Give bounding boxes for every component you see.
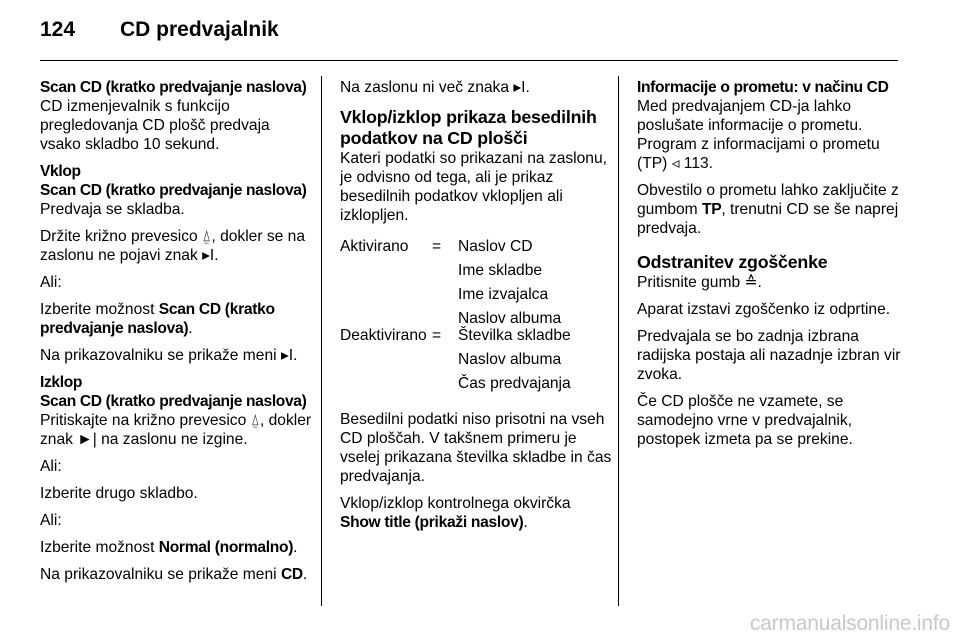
tp-button-label: TP [702, 201, 722, 218]
traffic-block [637, 78, 909, 173]
last-source-text: Predvajala se bo zadnja izbrana radijska postaja ali nazadnje izbran vir zvoka. [637, 328, 901, 383]
select-normal-pre: Izberite možnost [40, 539, 159, 556]
table-value: Številka skladbe [458, 327, 571, 344]
table-equals: = [432, 327, 442, 344]
traffic-text: Med predvajanjem CD-ja lahko poslušate informacije o prometu. Program z informacijami o prometu (TP) ◃ 113. [637, 98, 880, 172]
off-block [40, 373, 312, 449]
menu-cd-post: . [302, 566, 308, 583]
menu-cd-option: CD [280, 566, 303, 583]
on-block [40, 162, 312, 219]
table-key: Aktivirano [340, 238, 409, 255]
page-title: CD predvajalnik [120, 18, 279, 41]
table-value: Naslov CD [458, 238, 533, 255]
on-text: Predvaja se skladba. [40, 201, 185, 218]
table-value: Čas predvajanja [458, 375, 571, 392]
table-row [340, 350, 612, 374]
or-text-3: Ali: [40, 512, 62, 529]
table-value: Ime skladbe [458, 262, 543, 279]
press-text: Pritiskajte na križno prevesico ⍙, dokler znak ►| na zaslonu ne izgine. [40, 412, 312, 448]
table-key: Deaktivirano [340, 327, 427, 344]
table-row [340, 261, 612, 285]
no-sign-text: Na zaslonu ni več znaka ▸I. [340, 79, 530, 96]
other-track-text: Izberite drugo skladbo. [40, 485, 198, 502]
or-text-2: Ali: [40, 458, 62, 475]
page-number: 124 [40, 18, 76, 41]
select-normal-option: Normal (normalno) [158, 539, 294, 556]
select-scan-option: Scan CD (kratko predvajanje naslova) [40, 301, 275, 337]
toggle-post: . [523, 514, 528, 531]
ejects-text: Aparat izstavi zgoščenko iz odprtine. [637, 301, 891, 318]
show-title-option: Show title (prikaži naslov) [340, 514, 524, 531]
menu-cd-text [40, 565, 312, 584]
off-heading: Izklop [40, 374, 83, 391]
text-display-section-title: Vklop/izklop prikaza besedilnih podatkov na CD plošči [340, 107, 597, 148]
remove-disc-title: Odstranitev zgoščenke [637, 252, 828, 272]
select-normal-text [40, 538, 312, 557]
on-subheading: Scan CD (kratko predvajanje naslova) [40, 182, 307, 199]
table-row [340, 285, 612, 309]
toggle-pre: Vklop/izklop kontrolnega okvirčka [340, 495, 571, 512]
column-2 [340, 78, 612, 540]
on-heading: Vklop [40, 163, 81, 180]
select-normal-post: . [293, 539, 298, 556]
header-rule [40, 60, 898, 61]
column-divider-2 [618, 76, 619, 606]
hold-text: Držite križno prevesico ⍙, dokler se na zaslonu ne pojavi znak ▸I. [40, 228, 306, 264]
column-1 [40, 78, 312, 592]
press-eject-text: Pritisnite gumb ≙. [637, 274, 762, 291]
column-divider-1 [321, 76, 322, 606]
column-3 [637, 78, 909, 457]
table-value: Ime izvajalca [458, 286, 549, 303]
text-display-intro: Kateri podatki so prikazani na zaslonu, je odvisno od tega, ali je prikaz besedilnih podatkov vklopljen ali izklopljen. [340, 150, 607, 224]
table-value: Naslov albuma [458, 351, 562, 368]
or-text-1: Ali: [40, 274, 62, 291]
end-traffic-pre: Obvestilo o prometu lahko zaključite z gumbom [637, 182, 899, 218]
watermark: carmanualsonline.info [749, 612, 950, 635]
display-data-table [340, 237, 612, 398]
table-row [340, 309, 612, 326]
scan-cd-intro: CD izmenjevalnik s funkcijo pregledovanja CD plošč predvaja vsako skladbo 10 sekund. [40, 98, 270, 153]
no-text-data-note: Besedilni podatki niso prisotni na vseh CD ploščah. V takšnem primeru je vselej prikazana številka skladbe in čas predvajanja. [340, 411, 612, 485]
traffic-heading: Informacije o prometu: v načinu CD [637, 79, 889, 96]
menu-cd-pre: Na prikazovalniku se prikaže meni [40, 566, 281, 583]
end-traffic-post: , trenutni CD se še naprej predvaja. [637, 201, 899, 237]
menu-text: Na prikazovalniku se prikaže meni ▸I. [40, 347, 298, 364]
scan-cd-block [40, 78, 312, 154]
table-value: Naslov albuma [458, 310, 562, 327]
toggle-text [340, 494, 612, 532]
end-traffic-text [637, 181, 909, 238]
select-scan-post: . [188, 320, 193, 337]
select-scan-pre: Izberite možnost [40, 301, 159, 318]
table-row [340, 326, 612, 350]
select-scan-text [40, 300, 312, 338]
not-removed-text: Če CD plošče ne vzamete, se samodejno vrne v predvajalnik, postopek izmeta pa se prekine. [637, 393, 853, 448]
scan-cd-heading: Scan CD (kratko predvajanje naslova) [40, 79, 307, 96]
table-row [340, 237, 612, 261]
off-subheading: Scan CD (kratko predvajanje naslova) [40, 393, 307, 410]
table-row [340, 374, 612, 398]
table-equals: = [432, 238, 442, 255]
